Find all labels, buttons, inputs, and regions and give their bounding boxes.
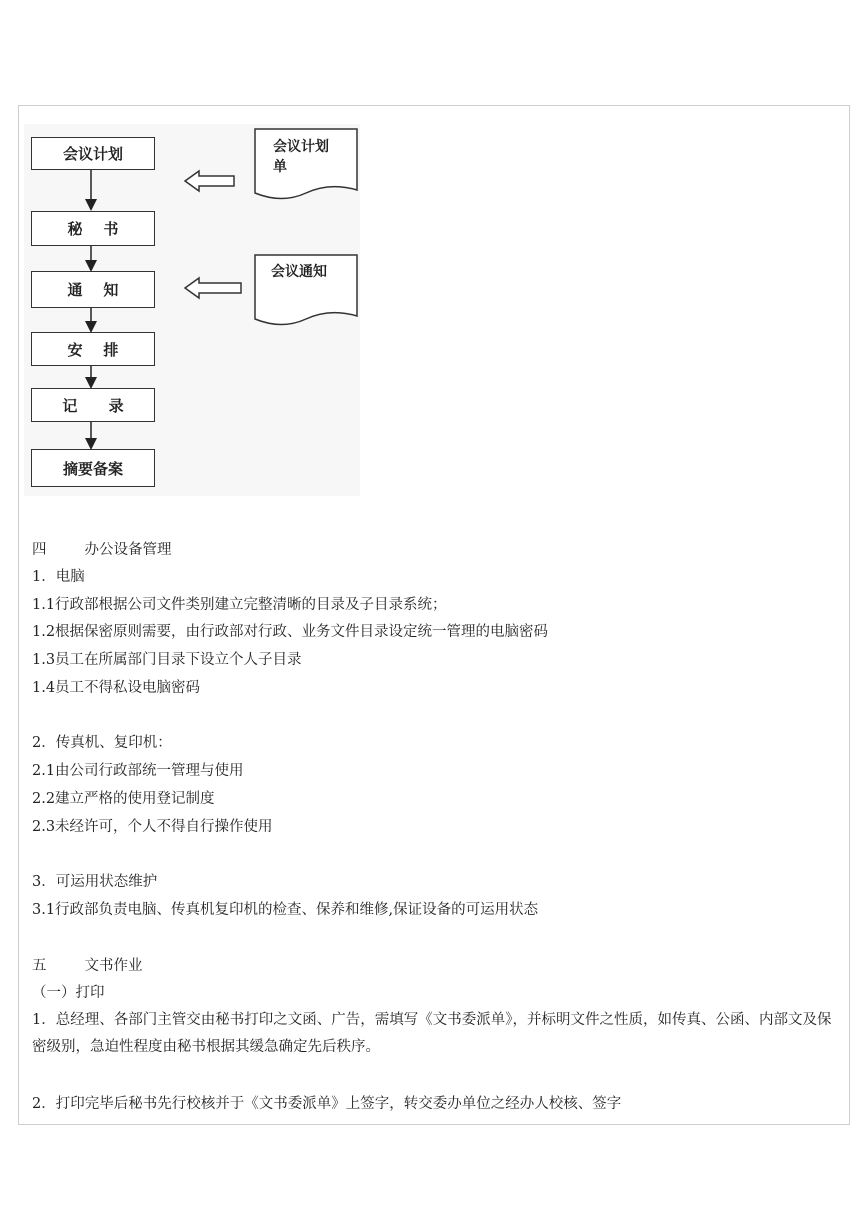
section-4-heading [32,540,172,560]
doc-plan-label [273,137,329,177]
item-3-1: 3.1行政部负责电脑、传真机复印机的检查、保养和维修,保证设备的可运用状态 [32,902,539,918]
doc-plan-label-line1: 会议计划 [273,139,329,155]
item-1-1: 1.1行政部根据公司文件类别建立完整清晰的目录及子目录系统； [32,597,447,613]
item-2-1: 2.1由公司行政部统一管理与使用 [32,763,244,779]
doc-notice-label [271,262,327,282]
hollow-arrow-left-icon [185,278,241,298]
section-5-title: 文书作业 [84,958,143,974]
hollow-arrow-left-icon [185,171,234,191]
flow-step-meeting-plan: 会议计划 [31,137,155,170]
item-1-3: 1.3员工在所属部门目录下设立个人子目录 [32,652,302,668]
flow-step-arrange: 安 排 [31,332,155,366]
doc-notice-label-text: 会议通知 [271,264,327,280]
item-3: 3．可运用状态维护 [32,874,158,890]
flow-step-secretary: 秘 书 [31,211,155,246]
flow-step-record: 记 录 [31,388,155,422]
section-5-para-1: 1．总经理、各部门主管交由秘书打印之文函、广告，需填写《文书委派单》，并标明文件之性质，如传真、公函、内部文及保密级别，急迫性程度由秘书根据其缓急确定先后秩序。 [32,1012,832,1055]
item-1: 1．电脑 [32,569,85,585]
item-2-3: 2.3未经许可，个人不得自行操作使用 [32,819,273,835]
item-2-2: 2.2建立严格的使用登记制度 [32,791,215,807]
section-5-heading [32,956,143,976]
item-1-4: 1.4员工不得私设电脑密码 [32,680,201,696]
item-1-2: 1.2根据保密原则需要，由行政部对行政、业务文件目录设定统一管理的电脑密码 [32,624,549,640]
section-4-number: 四 [32,542,47,558]
section-5-number: 五 [32,958,47,974]
doc-plan-label-line2: 单 [273,159,287,175]
flow-step-notice: 通 知 [31,271,155,308]
item-2: 2．传真机、复印机： [32,735,172,751]
section-5-sub: （一）打印 [32,985,105,1001]
flow-step-summary-archive: 摘要备案 [31,449,155,487]
section-4-title: 办公设备管理 [84,542,172,558]
section-5-para-2: 2．打印完毕后秘书先行校核并于《文书委派单》上签字，转交委办单位之经办人校核、签字 [32,1096,622,1112]
